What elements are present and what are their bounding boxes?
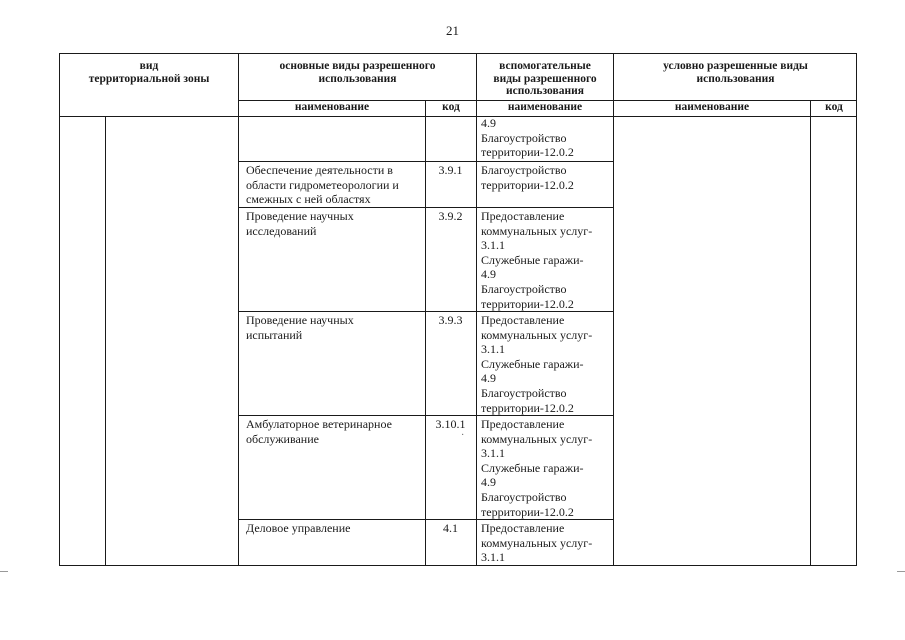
rule-row-2 [238,207,613,208]
subheader-cond-code: код [825,101,843,113]
scan-edge-mark-right [897,571,905,572]
row-2-aux: Предоставление коммунальных услуг- 3.1.1 Служебные гаражи- 4.9 Благоустройство территории-12.0.2 [481,209,593,311]
row-2-code: 3.9.2 [438,209,463,223]
header-conditional-uses: условно разрешенные виды использования [663,60,808,85]
rule-main-right [476,53,477,566]
row-0-aux: 4.9 Благоустройство территории-12.0.2 [481,116,574,160]
row-3-code: 3.9.3 [438,313,463,327]
page-number: 21 [446,23,459,38]
header-aux-uses: вспомогательные виды разрешенного использования [493,60,597,97]
row-5-code: 4.1 [443,521,458,535]
row-5-aux: Предоставление коммунальных услуг- 3.1.1 [481,521,593,565]
zoning-table [59,53,857,566]
row-1-name: Обеспечение деятельности в области гидрометеорологии и смежных с ней областях [246,163,399,207]
row-1-code: 3.9.1 [438,163,463,177]
row-3-aux: Предоставление коммунальных услуг- 3.1.1 Служебные гаражи- 4.9 Благоустройство территории-12.0.2 [481,313,593,415]
row-3-name: Проведение научных испытаний [246,313,354,342]
header-main-uses: основные виды разрешенного использования [279,60,436,85]
subheader-main-name: наименование [294,101,370,113]
row-1-aux: Благоустройство территории-12.0.2 [481,163,574,192]
rule-zone-right [238,53,239,566]
row-2-name: Проведение научных исследований [246,209,354,238]
scan-speck: · [461,430,465,441]
rule-aux-right [613,53,614,566]
subheader-cond-name: наименование [674,101,750,113]
row-4-code: 3.10.1 [435,417,466,431]
row-5-name: Деловое управление [246,521,351,535]
row-4-name: Амбулаторное ветеринарное обслуживание [246,417,392,446]
rule-cond-code-left [810,100,811,566]
subheader-aux-name: наименование [507,101,583,113]
header-zone: вид территориальной зоны [88,60,210,85]
row-4-aux: Предоставление коммунальных услуг- 3.1.1 Служебные гаражи- 4.9 Благоустройство территории-12.0.2 [481,417,593,519]
rule-zone-inner-1 [105,117,106,566]
rule-row-1 [238,161,613,162]
subheader-main-code: код [442,101,460,113]
scan-edge-mark-left [0,571,8,572]
rule-subheader-bottom [59,116,857,117]
